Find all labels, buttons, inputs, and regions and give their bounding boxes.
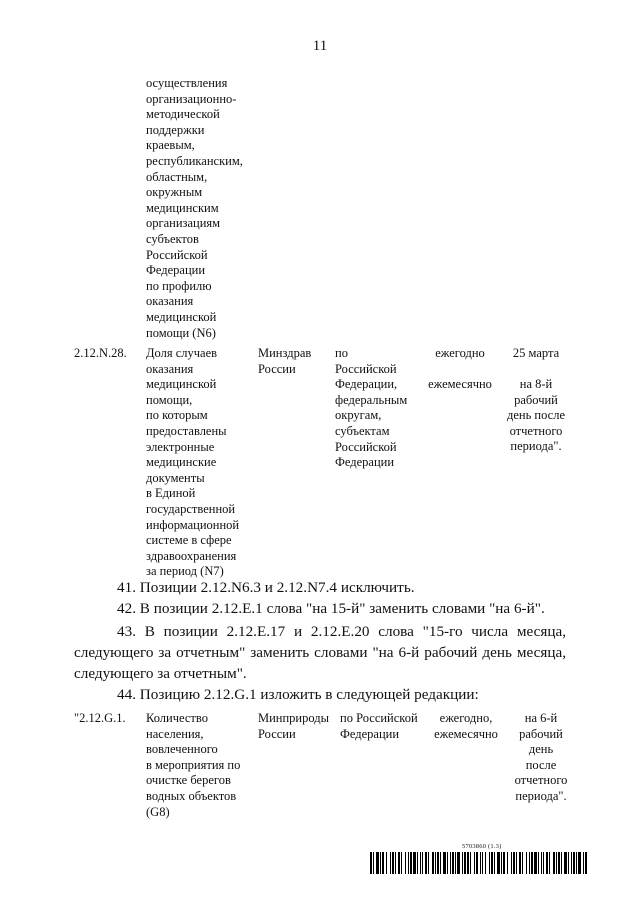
paragraph-42: 42. В позиции 2.12.E.1 слова "на 15-й" заменить словами "на 6-й". <box>117 600 545 617</box>
row-period-annual: ежегодно <box>435 346 485 360</box>
row-g1-level: по Российской Федерации <box>340 711 418 741</box>
table-cell-name-continued: осуществления организационно- методической поддержки краевым, республиканским, областным, окружным медицинским организациям субъектов Российской Федерации по профилю оказания медицинской помощи (N6) <box>146 76 243 340</box>
row-code: 2.12.N.28. <box>74 346 127 360</box>
paragraph-43-line-3: следующего за отчетным". <box>74 665 247 682</box>
row-g1-deadline: на 6-й рабочий день после отчетного периода". <box>514 711 568 803</box>
row-deadline-annual: 25 марта <box>512 346 560 360</box>
row-g1-agency: Минприроды России <box>258 711 330 741</box>
row-g1-code: "2.12.G.1. <box>74 711 126 725</box>
paragraph-43-line-1: 43. В позиции 2.12.E.17 и 2.12.E.20 слова "15-го числа месяца, <box>117 623 566 640</box>
barcode-bar <box>587 852 588 874</box>
row-indicator-name: Доля случаев оказания медицинской помощи, по которым предоставлены электронные медицинские документы в Единой государственной информационной системе в сфере здравоохранения за период (N7) <box>146 346 240 579</box>
page-number: 11 <box>312 38 328 54</box>
row-deadline-monthly: на 8-й рабочий день после отчетного периода". <box>506 377 565 454</box>
row-g1-indicator-name: Количество населения, вовлеченного в мероприятия по очистке берегов водных объектов (G8) <box>146 711 241 819</box>
paragraph-43-line-2: следующего за отчетным" заменить словами "на 6-й рабочий день месяца, <box>74 644 566 661</box>
barcode-image <box>370 852 590 874</box>
row-level: по Российской Федерации, федеральным округам, субъектам Российской Федерации <box>335 346 408 470</box>
paragraph-44: 44. Позицию 2.12.G.1 изложить в следующей редакции: <box>117 686 479 703</box>
row-period-monthly: ежемесячно <box>428 377 492 391</box>
row-g1-period: ежегодно, ежемесячно <box>434 711 498 741</box>
row-agency: Минздрав России <box>258 346 312 376</box>
barcode-number: 5703860 (1.3) <box>462 843 502 850</box>
paragraph-41: 41. Позиции 2.12.N6.3 и 2.12.N7.4 исключить. <box>117 579 415 596</box>
